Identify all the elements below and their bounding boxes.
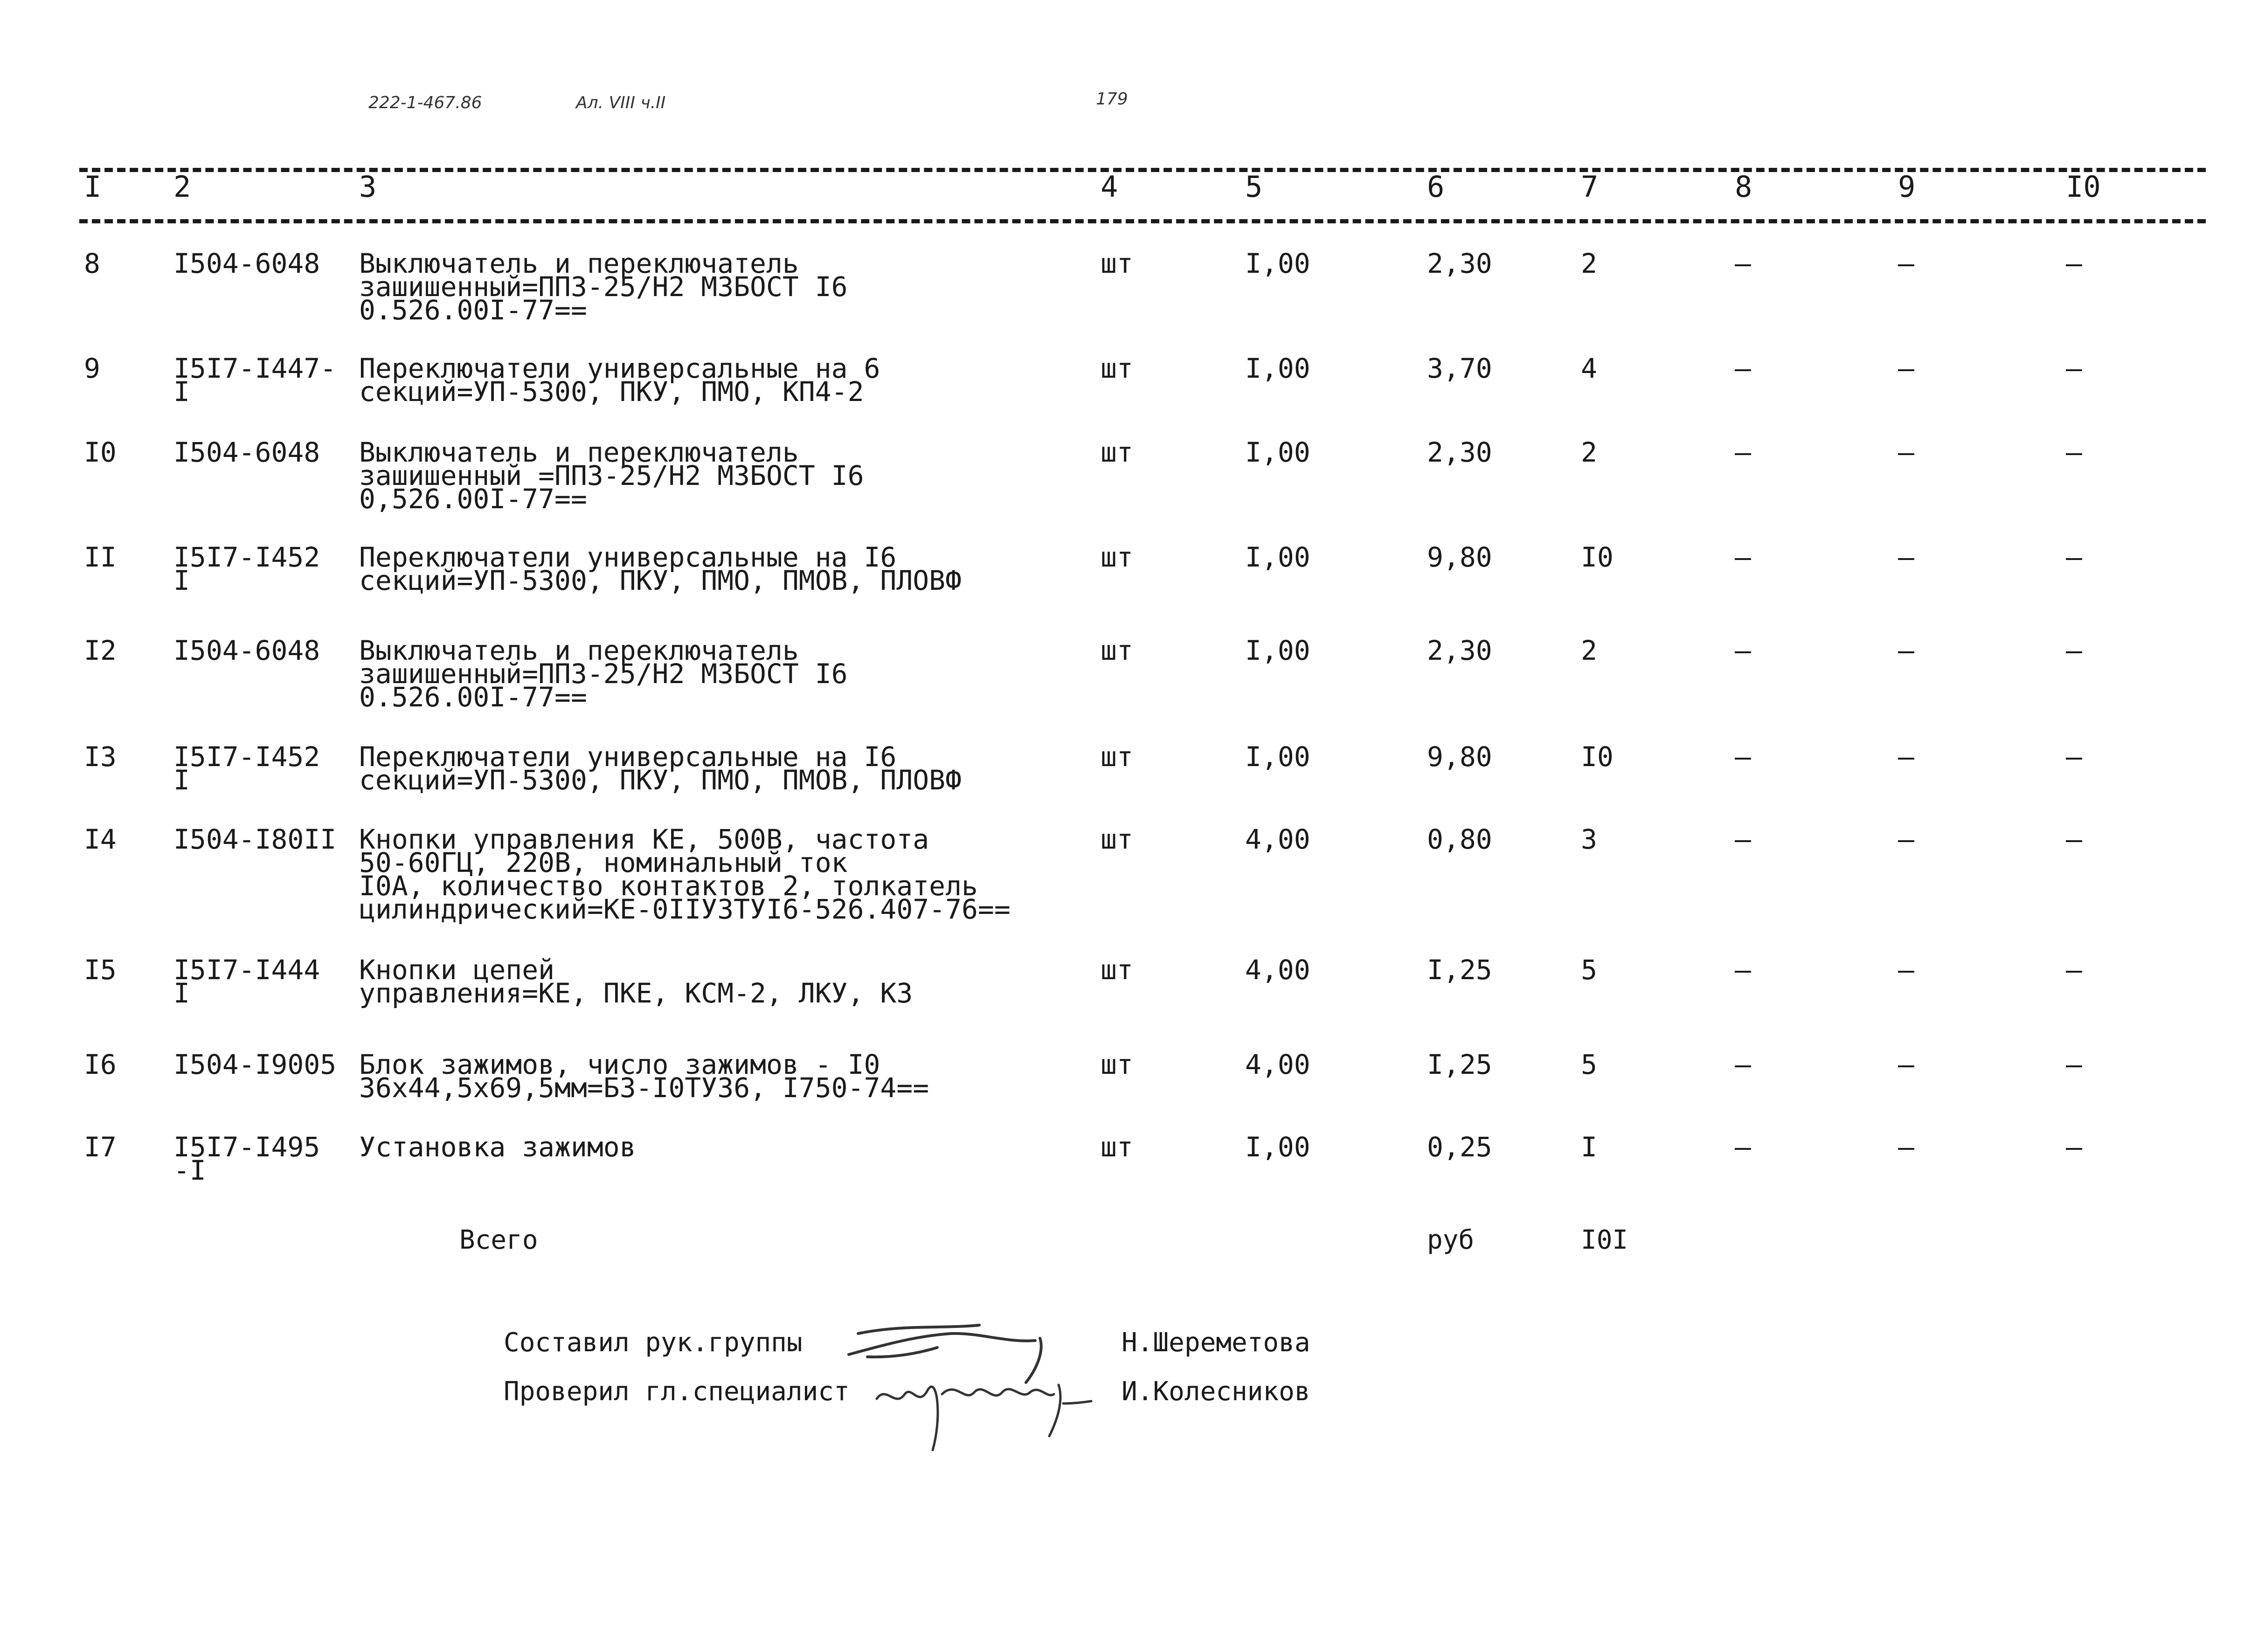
row-code: I5I7-I447- I [173,353,337,408]
col-header-7: 7 [1581,170,1599,204]
col-header-6: 6 [1427,170,1445,204]
row-name: Блок зажимов, число зажимов - I0 36х44,5х69,5мм=БЗ-I0ТУ36, I750-74== [359,1049,929,1104]
row-sum: I [1581,1131,1597,1163]
row-unit: шт [1101,741,1133,773]
album-reference: Ал. VIII ч.II [576,93,666,112]
row-number: I0 [84,436,117,468]
row-name: Выключатель и переключатель зашишенный =ППЗ-25/Н2 МЗБОСТ I6 0,526.00I-77== [359,436,864,515]
checked-name: И.Колесников [1122,1376,1310,1407]
row-col9: – [1898,1131,1914,1163]
total-unit: руб [1427,1225,1475,1255]
row-col10: – [2066,353,2082,384]
row-col9: – [1898,635,1914,666]
row-name: Переключатели универсальные на I6 секций=УП-5300, ПКУ, ПМО, ПМОВ, ПЛОВФ [359,541,962,596]
col-header-10: I0 [2066,170,2101,204]
row-col9: – [1898,823,1914,855]
row-number: I7 [84,1131,117,1163]
row-col8: – [1735,741,1751,773]
row-unit: шт [1101,248,1133,279]
row-price: 2,30 [1427,248,1492,279]
row-code: I504-I9005 [173,1049,337,1080]
row-col8: – [1735,954,1751,986]
row-name: Кнопки управления КЕ, 500В, частота 50-60ГЦ, 220В, номинальный ток I0А, количество контактов 2, толкатель цилиндрический=КЕ-0IIУ3ТУI6-526.407-76== [359,823,1011,925]
row-sum: I0 [1581,541,1614,573]
row-col10: – [2066,1131,2082,1163]
row-number: I4 [84,823,117,855]
row-col10: – [2066,741,2082,773]
col-header-2: 2 [173,170,191,204]
row-price: 3,70 [1427,353,1492,384]
row-number: 9 [84,353,100,384]
row-col8: – [1735,1131,1751,1163]
row-sum: 2 [1581,436,1597,468]
row-code: I5I7-I452 I [173,541,320,596]
row-sum: 2 [1581,635,1597,666]
row-unit: шт [1101,1049,1133,1080]
row-sum: 5 [1581,954,1597,986]
row-number: I2 [84,635,117,666]
page-number: 179 [1096,90,1128,109]
row-number: II [84,541,117,573]
row-quantity: 4,00 [1245,954,1310,986]
row-col9: – [1898,541,1914,573]
row-price: 2,30 [1427,635,1492,666]
row-unit: шт [1101,353,1133,384]
row-name: Переключатели универсальные на 6 секций=УП-5300, ПКУ, ПМО, КП4-2 [359,353,880,408]
row-col10: – [2066,436,2082,468]
header-bottom-rule [79,219,2206,223]
total-label: Всего [459,1225,538,1255]
row-number: I6 [84,1049,117,1080]
header-top-rule [79,168,2206,172]
row-price: 9,80 [1427,541,1492,573]
row-number: 8 [84,248,100,279]
row-col8: – [1735,1049,1751,1080]
col-header-3: 3 [359,170,377,204]
row-unit: шт [1101,954,1133,986]
row-price: I,25 [1427,1049,1492,1080]
row-price: 0,25 [1427,1131,1492,1163]
row-col10: – [2066,954,2082,986]
row-code: I5I7-I495 -I [173,1131,320,1186]
row-unit: шт [1101,1131,1133,1163]
row-quantity: 4,00 [1245,823,1310,855]
row-code: I504-6048 [173,635,320,666]
total-value: I0I [1581,1225,1628,1255]
row-code: I5I7-I452 I [173,741,320,796]
row-code: I5I7-I444 I [173,954,320,1009]
col-header-9: 9 [1898,170,1916,204]
row-quantity: I,00 [1245,1131,1310,1163]
row-unit: шт [1101,541,1133,573]
compiled-label: Составил рук.группы [504,1327,803,1358]
compiled-name: Н.Шереметова [1122,1327,1310,1358]
row-col9: – [1898,436,1914,468]
row-name: Выключатель и переключатель зашишенный=ППЗ-25/Н2 МЗБОСТ I6 0.526.00I-77== [359,635,848,713]
row-col9: – [1898,954,1914,986]
row-col10: – [2066,1049,2082,1080]
row-sum: 2 [1581,248,1597,279]
row-unit: шт [1101,635,1133,666]
row-quantity: I,00 [1245,248,1310,279]
col-header-4: 4 [1101,170,1118,204]
row-col9: – [1898,1049,1914,1080]
row-number: I3 [84,741,117,773]
row-unit: шт [1101,823,1133,855]
row-quantity: I,00 [1245,436,1310,468]
col-header-5: 5 [1245,170,1263,204]
row-price: I,25 [1427,954,1492,986]
row-quantity: I,00 [1245,541,1310,573]
row-quantity: I,00 [1245,635,1310,666]
document-code: 222-1-467.86 [368,93,482,112]
row-col8: – [1735,248,1751,279]
row-price: 2,30 [1427,436,1492,468]
row-price: 9,80 [1427,741,1492,773]
row-col9: – [1898,353,1914,384]
row-col8: – [1735,823,1751,855]
col-header-1: I [84,170,102,204]
row-col9: – [1898,741,1914,773]
row-code: I504-6048 [173,248,320,279]
row-quantity: I,00 [1245,741,1310,773]
row-sum: I0 [1581,741,1614,773]
row-number: I5 [84,954,117,986]
row-sum: 3 [1581,823,1597,855]
row-unit: шт [1101,436,1133,468]
row-col10: – [2066,541,2082,573]
checked-label: Проверил гл.специалист [504,1376,850,1407]
row-col8: – [1735,635,1751,666]
row-col10: – [2066,635,2082,666]
signature-checked [867,1366,1110,1459]
row-col8: – [1735,353,1751,384]
row-col10: – [2066,823,2082,855]
row-quantity: I,00 [1245,353,1310,384]
row-code: I504-I80II [173,823,337,855]
row-sum: 5 [1581,1049,1597,1080]
row-name: Кнопки цепей управления=КЕ, ПКЕ, КСМ-2, ЛКУ, КЗ [359,954,913,1009]
row-sum: 4 [1581,353,1597,384]
row-name: Переключатели универсальные на I6 секций=УП-5300, ПКУ, ПМО, ПМОВ, ПЛОВФ [359,741,962,796]
row-code: I504-6048 [173,436,320,468]
row-col9: – [1898,248,1914,279]
row-col8: – [1735,541,1751,573]
row-price: 0,80 [1427,823,1492,855]
row-quantity: 4,00 [1245,1049,1310,1080]
row-name: Выключатель и переключатель зашишенный=ППЗ-25/Н2 МЗБОСТ I6 0.526.00I-77== [359,248,848,326]
row-col10: – [2066,248,2082,279]
col-header-8: 8 [1735,170,1752,204]
row-name: Установка зажимов [359,1131,636,1163]
row-col8: – [1735,436,1751,468]
